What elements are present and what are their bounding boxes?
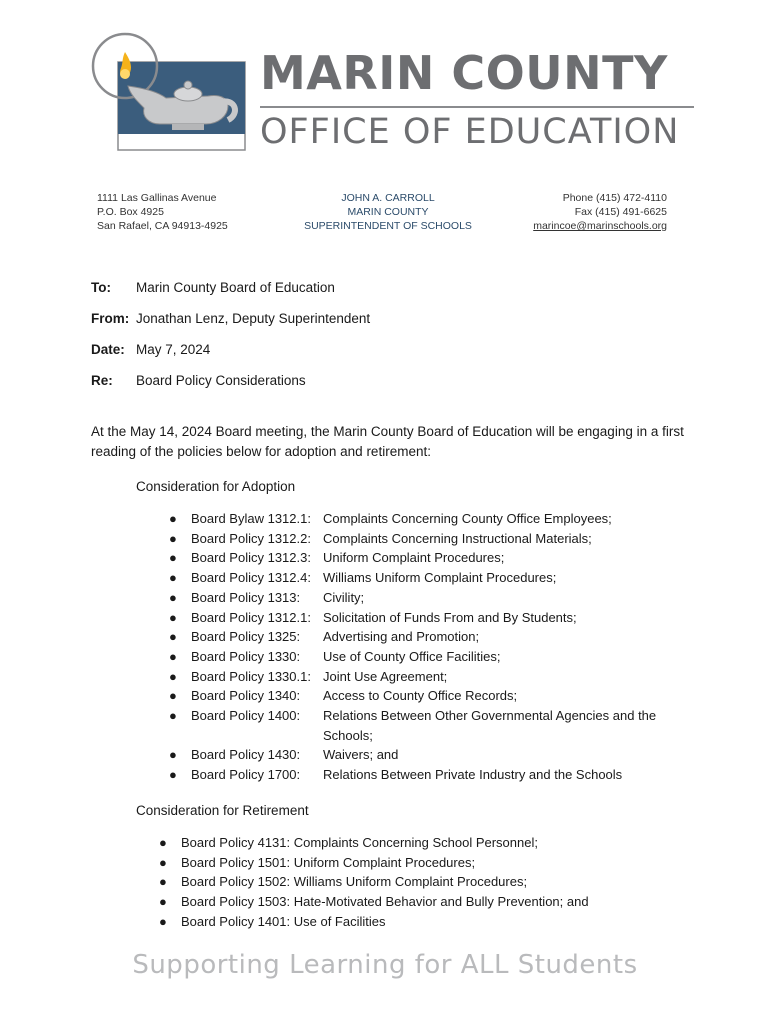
policy-description: Relations Between Other Governmental Agencies and the Schools;: [323, 708, 657, 743]
address-street: 1111 Las Gallinas Avenue: [97, 192, 217, 204]
policy-description: Access to County Office Records;: [323, 688, 518, 704]
address-city: San Rafael, CA 94913-4925: [97, 220, 228, 232]
date-value: May 7, 2024: [136, 342, 211, 357]
bullet-icon: ●: [159, 854, 167, 870]
bullet-icon: ●: [169, 688, 177, 704]
list-item: [169, 509, 683, 529]
policy-number: Board Policy 1312.3:: [191, 550, 311, 566]
re-value: Board Policy Considerations: [136, 373, 306, 388]
list-item: [159, 912, 589, 932]
list-item: [169, 745, 683, 765]
bullet-icon: ●: [169, 530, 177, 546]
bullet-icon: ●: [159, 835, 167, 850]
policy-description: Complaints Concerning County Office Employees;: [323, 511, 612, 526]
bullet-icon: ●: [169, 589, 177, 605]
address-po-box: P.O. Box 4925: [97, 206, 164, 218]
policy-number: Board Policy 1312.4:: [191, 570, 311, 586]
list-item: [169, 529, 683, 549]
bullet-icon: ●: [169, 708, 177, 724]
list-item: [169, 627, 683, 647]
list-item: [169, 706, 683, 745]
list-item: [159, 853, 589, 873]
email-link[interactable]: marincoe@marinschools.org: [533, 220, 667, 232]
policy-number: Board Policy 1430:: [191, 747, 301, 763]
list-item: [169, 686, 683, 706]
list-item: [169, 667, 683, 687]
bullet-icon: ●: [169, 648, 177, 664]
list-item: [159, 892, 589, 912]
policy-description: Civility;: [323, 589, 365, 605]
logo: [88, 28, 708, 153]
mailing-address: [97, 191, 228, 233]
bullet-icon: ●: [169, 668, 177, 684]
bullet-icon: ●: [169, 511, 177, 526]
list-item: [159, 833, 589, 853]
list-item: [169, 765, 683, 785]
re-label: Re:: [91, 373, 113, 388]
retirement-item-text: Board Policy 1503: Hate-Motivated Behavior and Bully Prevention; and: [181, 894, 589, 910]
from-value: Jonathan Lenz, Deputy Superintendent: [136, 311, 371, 326]
policy-description: Waivers; and: [323, 747, 399, 763]
retirement-item-text: Board Policy 1502: Williams Uniform Complaint Procedures;: [181, 874, 528, 890]
superintendent-name: JOHN A. CARROLL: [341, 192, 435, 204]
logo-subtitle: OFFICE OF EDUCATION: [260, 112, 680, 152]
policy-number: Board Policy 1330.1:: [191, 668, 311, 684]
superintendent-county: MARIN COUNTY: [347, 206, 429, 218]
logo-divider: [260, 106, 694, 108]
superintendent-title: SUPERINTENDENT OF SCHOOLS: [304, 220, 472, 232]
fax-number: Fax (415) 491-6625: [574, 206, 667, 218]
footer-tagline: Supporting Learning for ALL Students: [132, 950, 638, 980]
policy-number: Board Policy 1330:: [191, 648, 301, 664]
list-item: [169, 548, 683, 568]
policy-description: Use of County Office Facilities;: [323, 648, 501, 664]
list-item: [169, 647, 683, 667]
policy-description: Joint Use Agreement;: [323, 668, 448, 684]
superintendent-block: [290, 191, 486, 233]
policy-number: Board Policy 1312.2:: [191, 530, 311, 546]
policy-number: Board Policy 1400:: [191, 708, 301, 724]
bullet-icon: ●: [159, 913, 167, 929]
list-item: [169, 608, 683, 628]
bullet-icon: ●: [169, 747, 177, 763]
to-value: Marin County Board of Education: [136, 280, 335, 295]
policy-description: Uniform Complaint Procedures;: [323, 550, 505, 566]
bullet-icon: ●: [169, 767, 177, 783]
list-item: [169, 568, 683, 588]
date-label: Date:: [91, 342, 125, 357]
policy-number: Board Bylaw 1312.1:: [191, 511, 311, 526]
bullet-icon: ●: [169, 629, 177, 645]
to-label: To:: [91, 280, 111, 295]
adoption-list: [169, 509, 683, 785]
list-item: [169, 588, 683, 608]
bullet-icon: ●: [169, 550, 177, 566]
policy-number: Board Policy 1325:: [191, 629, 301, 645]
bullet-icon: ●: [159, 894, 167, 910]
from-label: From:: [91, 311, 130, 326]
policy-number: Board Policy 1313:: [191, 589, 301, 605]
bullet-icon: ●: [159, 874, 167, 890]
retirement-heading: Consideration for Retirement: [136, 803, 309, 818]
policy-number: Board Policy 1700:: [191, 767, 301, 783]
retirement-item-text: Board Policy 4131: Complaints Concerning School Personnel;: [181, 835, 538, 850]
logo-title: MARIN COUNTY: [260, 46, 668, 100]
policy-number: Board Policy 1312.1:: [191, 609, 311, 625]
policy-number: Board Policy 1340:: [191, 688, 301, 704]
retirement-item-text: Board Policy 1501: Uniform Complaint Procedures;: [181, 854, 476, 870]
policy-description: Advertising and Promotion;: [323, 629, 480, 645]
adoption-heading: Consideration for Adoption: [136, 479, 296, 494]
policy-description: Complaints Concerning Instructional Materials;: [323, 530, 592, 546]
contact-block: [533, 191, 667, 233]
policy-description: Solicitation of Funds From and By Students;: [323, 609, 577, 625]
bullet-icon: ●: [169, 609, 177, 625]
phone-number: Phone (415) 472-4110: [562, 192, 667, 204]
bullet-icon: ●: [169, 570, 177, 586]
genie-lamp-logo-icon: [88, 28, 253, 153]
intro-paragraph: At the May 14, 2024 Board meeting, the Marin County Board of Education will be engaging in a first reading of the policies below for adoption and retirement:: [91, 424, 684, 459]
retirement-list: [159, 833, 589, 932]
policy-description: Relations Between Private Industry and the Schools: [323, 767, 623, 783]
retirement-item-text: Board Policy 1401: Use of Facilities: [181, 913, 386, 929]
policy-description: Williams Uniform Complaint Procedures;: [323, 570, 557, 586]
list-item: [159, 872, 589, 892]
